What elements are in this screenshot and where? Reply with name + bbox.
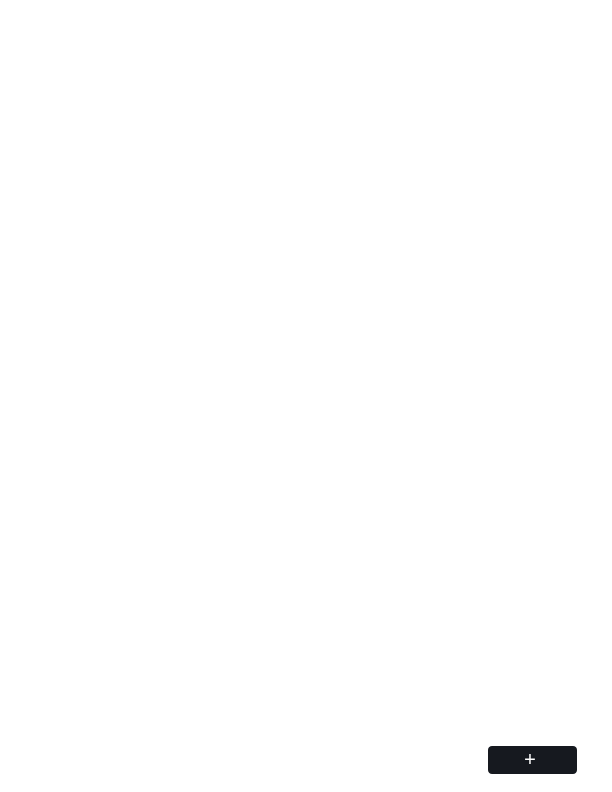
plus-icon: + <box>524 749 536 771</box>
studyxy-logo <box>488 746 577 774</box>
